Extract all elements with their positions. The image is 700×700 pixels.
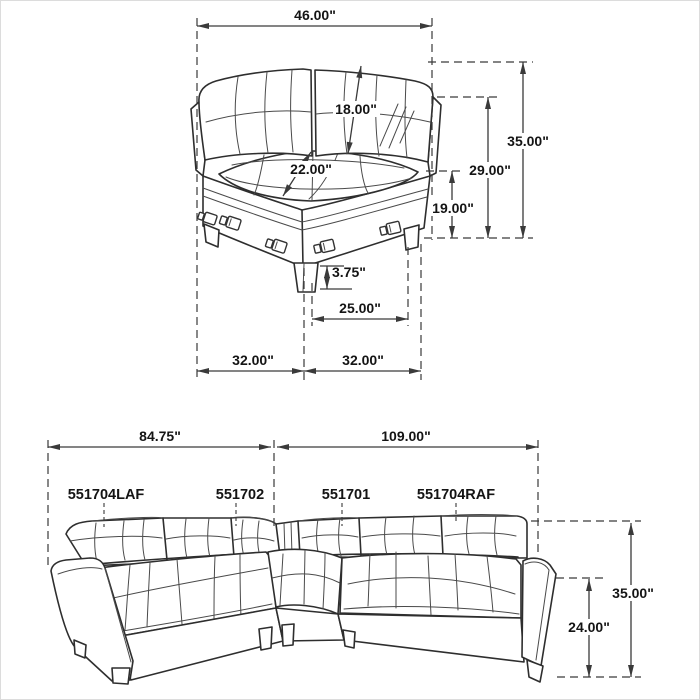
sectional-sofa-diagram — [48, 428, 655, 684]
dim-overall-width-label: 46.00" — [294, 7, 336, 23]
sectional-left-arm-leg — [112, 668, 130, 684]
sectional-corner-leg — [343, 630, 355, 648]
corner-sofa-drawing — [191, 69, 441, 292]
dim-left-width-label: 32.00" — [232, 352, 274, 368]
dim-seat-depth-label: 22.00" — [290, 161, 332, 177]
corner-sofa-diagram — [191, 7, 551, 380]
dim-front-width-label: 25.00" — [339, 300, 381, 316]
dim-leg-height — [320, 264, 366, 289]
dim-back-height-label: 29.00" — [469, 162, 511, 178]
part-label-armless-left: 551702 — [215, 487, 265, 503]
dim-right-width-label: 32.00" — [342, 352, 384, 368]
dim-left-length-label: 84.75" — [139, 428, 181, 444]
dim-back-cushion-label: 18.00" — [335, 101, 377, 117]
sectional-sofa-drawing — [51, 515, 556, 685]
part-label-laf: 551704LAF — [67, 487, 145, 503]
dim-seat-height-label: 19.00" — [432, 200, 474, 216]
dim-arm-height-label: 24.00" — [568, 619, 610, 635]
sectional-right-arm — [522, 558, 556, 666]
sectional-center-leg-2 — [282, 624, 294, 646]
dim-seat-height — [426, 171, 476, 238]
corner-front-leg — [294, 263, 318, 292]
sectional-right-skirt — [338, 614, 524, 662]
dim-back-height — [437, 97, 513, 238]
dim-leg-height-label: 3.75" — [332, 264, 366, 280]
dim-sectional-height-label: 35.00" — [612, 585, 654, 601]
sectional-center-leg-1 — [259, 627, 272, 650]
corner-left-back-cushion — [199, 69, 312, 160]
part-label-raf: 551704RAF — [416, 487, 496, 503]
dim-arm-height — [556, 578, 612, 677]
dim-right-length-label: 109.00" — [381, 428, 431, 444]
corner-right-leg — [404, 225, 419, 250]
part-label-armless-right: 551701 — [321, 487, 371, 503]
dim-right-width — [304, 352, 421, 371]
dim-overall-height-label: 35.00" — [507, 133, 549, 149]
